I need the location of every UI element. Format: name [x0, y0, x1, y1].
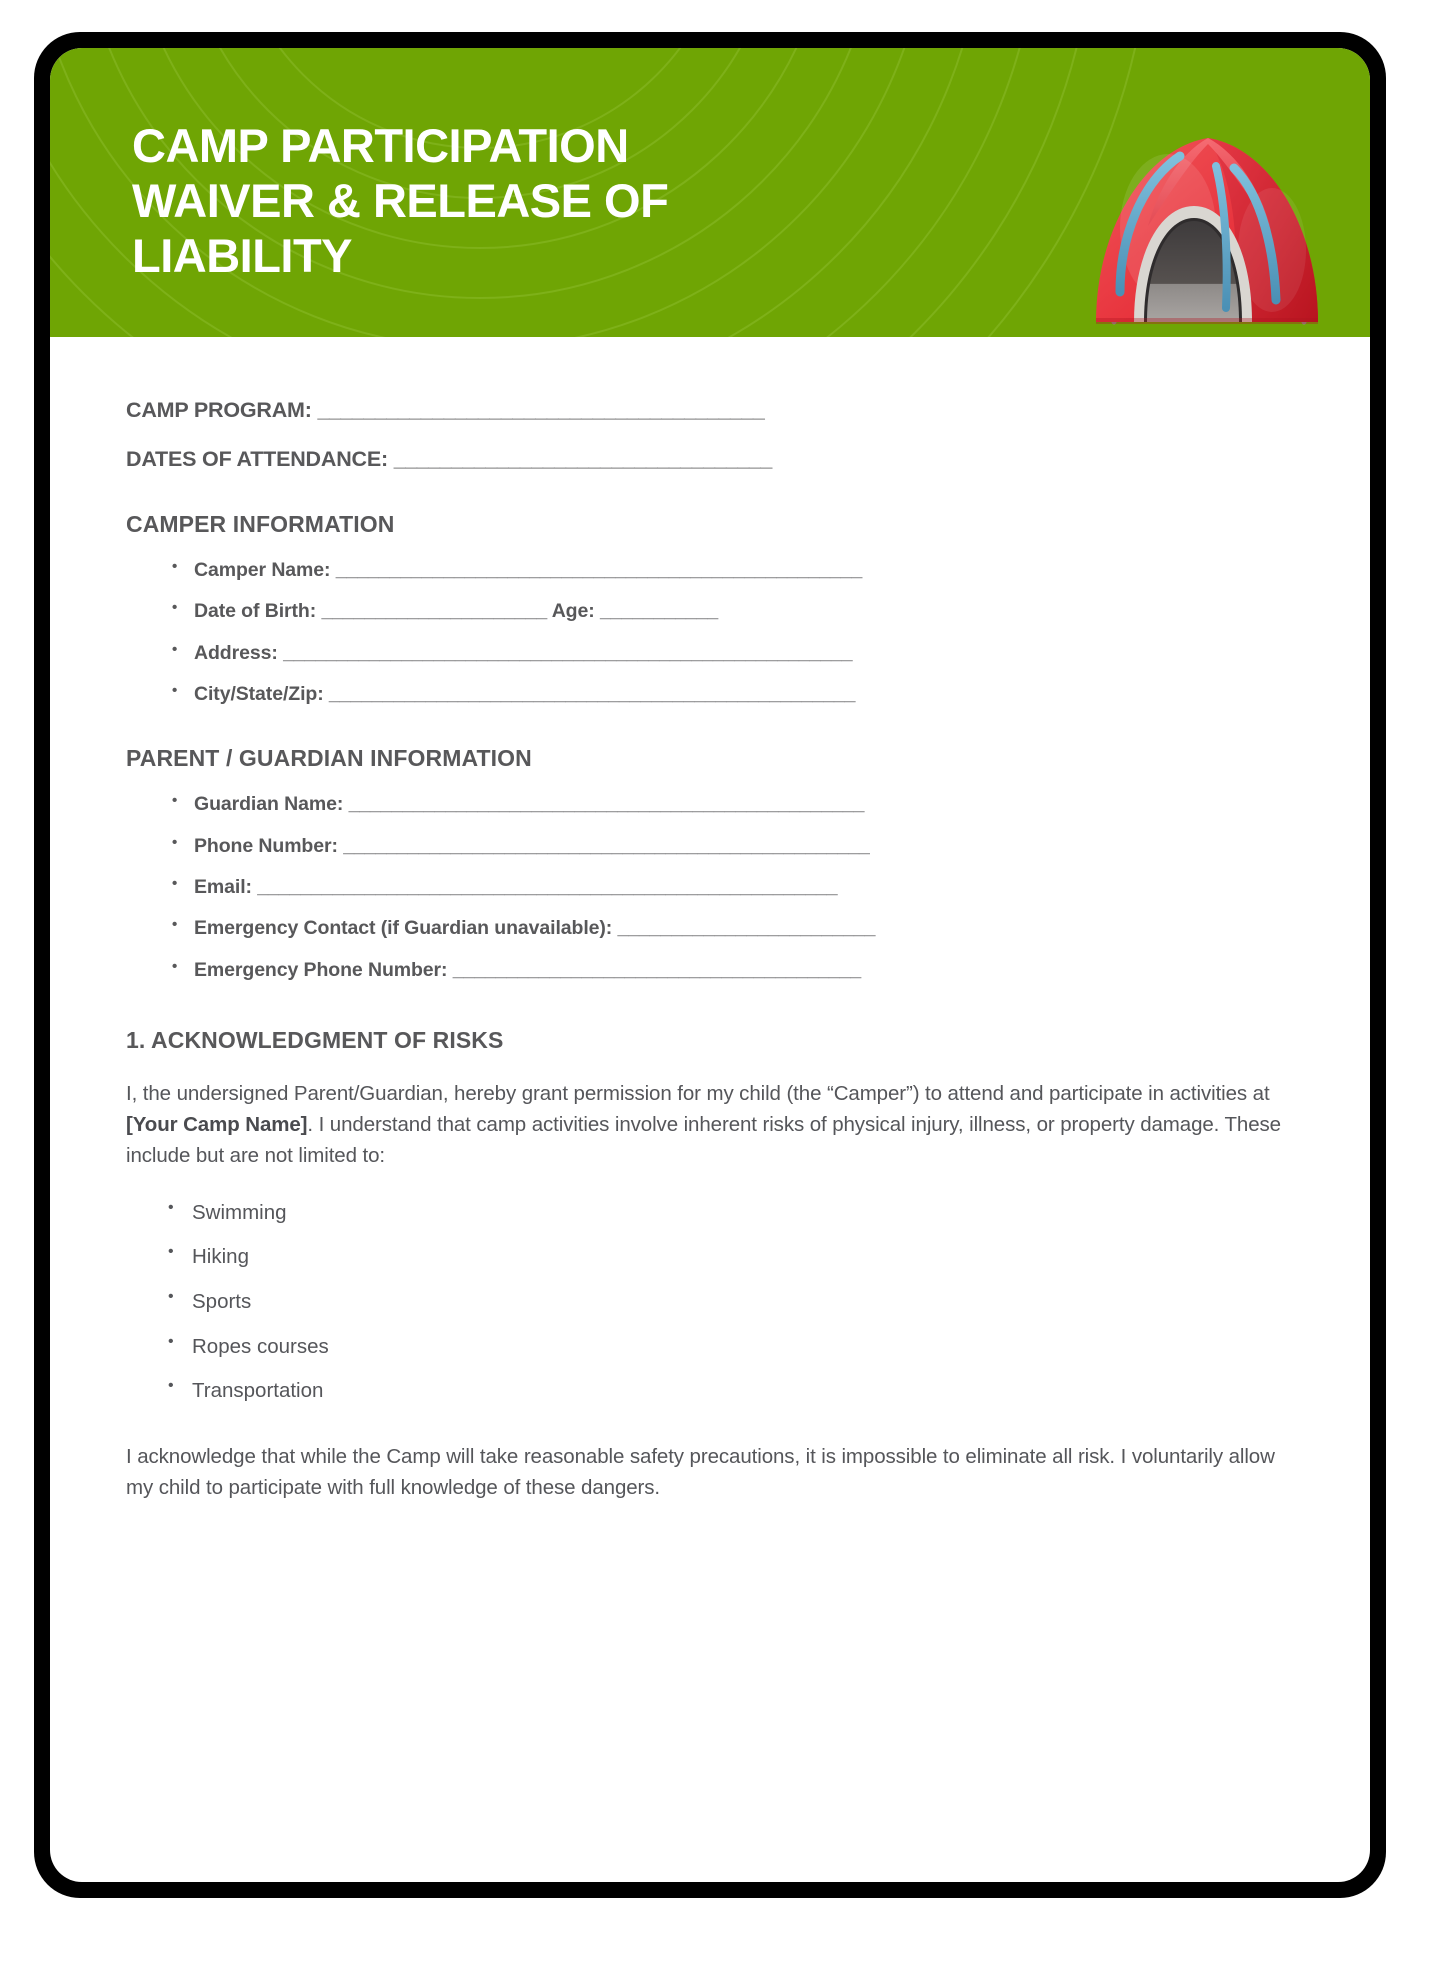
list-item: • Ropes courses: [166, 1334, 1294, 1361]
field-dates-of-attendance-label: DATES OF ATTENDANCE:: [126, 446, 388, 471]
field-phone-number-rule[interactable]: _________________________________________________: [343, 834, 870, 857]
field-email-label: Email:: [194, 876, 252, 899]
document-page: [50, 48, 1370, 1882]
list-item: • Transportation: [166, 1378, 1294, 1405]
field-emergency-contact-rule[interactable]: ________________________: [617, 917, 876, 940]
page-title-line-1: CAMP PARTICIPATION: [132, 119, 629, 172]
field-dates-of-attendance: [126, 446, 1294, 474]
page-title: [132, 119, 772, 284]
field-camp-program-label: CAMP PROGRAM:: [126, 398, 312, 422]
field-camper-name: [172, 558, 1294, 583]
page-title-line-3: LIABILITY: [132, 228, 353, 282]
activity-risk-list: [166, 1200, 1294, 1405]
guardian-information-field-list: [172, 792, 1294, 983]
field-camp-program: [126, 397, 1294, 425]
field-date-of-birth: [172, 599, 1294, 624]
heading-camper-information: CAMPER INFORMATION: [126, 511, 395, 538]
field-email: [172, 875, 1294, 900]
camper-information-field-list: [172, 558, 1294, 707]
paragraph-intro-part-1: I, the undersigned Parent/Guardian, hereby grant permission for my child (the “Camper”) to attend and participate in activities at: [126, 1082, 1270, 1106]
page-title-line-2: WAIVER & RELEASE OF: [132, 173, 669, 227]
paragraph-intro-part-2: . I understand that camp activities involve inherent risks of physical injury, illness, or property damage. These include but are not limited to:: [126, 1113, 1281, 1168]
field-address: [172, 641, 1294, 666]
field-emergency-contact: [172, 916, 1294, 941]
document-body: [50, 337, 1370, 1503]
field-guardian-name-rule[interactable]: ________________________________________________: [348, 793, 865, 816]
list-item: • Hiking: [166, 1244, 1294, 1271]
field-phone-number: [172, 834, 1294, 859]
field-guardian-name-label: Guardian Name:: [194, 793, 344, 816]
field-email-rule[interactable]: ______________________________________________________: [257, 876, 838, 899]
field-date-of-birth-label: Date of Birth:: [194, 600, 317, 623]
field-dates-of-attendance-rule[interactable]: _________________________________: [393, 446, 772, 471]
field-city-state-zip-label: City/State/Zip:: [194, 683, 324, 706]
field-camper-name-rule[interactable]: _________________________________________________: [335, 559, 863, 582]
field-emergency-phone-number-rule[interactable]: ______________________________________: [452, 958, 862, 981]
list-item: • Swimming: [166, 1200, 1294, 1227]
field-camp-program-rule[interactable]: _______________________________________: [317, 398, 765, 422]
document-frame: [34, 32, 1386, 1898]
field-address-rule[interactable]: _____________________________________________________: [283, 641, 853, 664]
heading-parent-guardian-information: PARENT / GUARDIAN INFORMATION: [126, 745, 532, 772]
field-guardian-name: [172, 792, 1294, 817]
camping-tent-icon: [1056, 110, 1346, 337]
paragraph-acknowledgment-intro: [126, 1078, 1294, 1171]
field-camper-name-label: Camper Name:: [194, 559, 331, 582]
paragraph-acknowledgment-closing: I acknowledge that while the Camp will take reasonable safety precautions, it is impossible to eliminate all risk. I voluntarily allow my child to participate with full knowledge of these dangers.: [126, 1444, 1275, 1499]
field-city-state-zip-rule[interactable]: _________________________________________________: [328, 683, 856, 706]
field-emergency-contact-label: Emergency Contact (if Guardian unavailable):: [194, 917, 613, 940]
field-emergency-phone-number: [172, 958, 1294, 983]
field-city-state-zip: [172, 682, 1294, 707]
field-date-of-birth-rule[interactable]: _____________________: [321, 600, 548, 623]
field-age-rule[interactable]: ___________: [599, 600, 719, 623]
heading-acknowledgment-of-risks: 1. ACKNOWLEDGMENT OF RISKS: [126, 1027, 504, 1054]
list-item: • Sports: [166, 1289, 1294, 1316]
field-address-label: Address:: [194, 641, 278, 664]
field-phone-number-label: Phone Number:: [194, 834, 338, 857]
camp-name-placeholder: [Your Camp Name]: [126, 1113, 308, 1137]
document-header: [50, 48, 1370, 337]
field-emergency-phone-number-label: Emergency Phone Number:: [194, 958, 448, 981]
field-age-label: Age:: [551, 600, 595, 623]
